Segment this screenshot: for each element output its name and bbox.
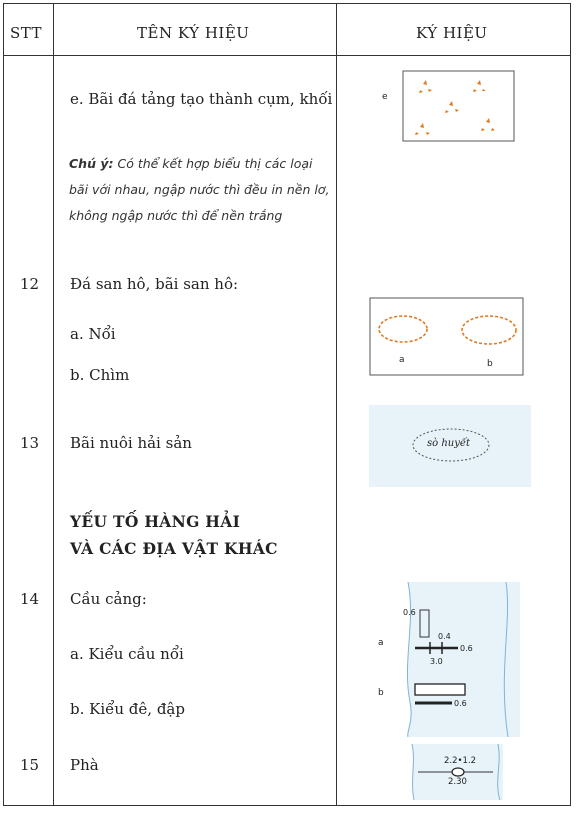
- section-line-1: YẾU TỐ HÀNG HẢI: [70, 512, 241, 531]
- pier-dim-30: 3.0: [430, 657, 443, 666]
- header-stt: STT: [10, 24, 43, 42]
- row-12-label: Đá san hô, bãi san hô:: [70, 275, 239, 293]
- ferry-dimension: 2.2•1.2: [444, 756, 477, 766]
- column-divider: [336, 3, 337, 806]
- header-divider: [3, 55, 571, 56]
- coral-b-letter: b: [487, 359, 493, 369]
- boulder-cluster-icon: [370, 70, 515, 145]
- pier-dim-06: 0.6: [403, 608, 416, 617]
- aquaculture-symbol: [369, 405, 531, 487]
- row-12-b: b. Chìm: [70, 366, 130, 384]
- section-heading: [70, 508, 278, 562]
- note-text: Có thể kết hợp biểu thị các loại bãi với nhau, ngập nước thì đều in nền lơ, không ngập nước thì để nền trắng: [69, 156, 330, 223]
- row-12-number: 12: [20, 275, 40, 293]
- header-name: TÊN KÝ HIỆU: [137, 24, 250, 42]
- coral-a-letter: a: [399, 355, 405, 365]
- row-12-a: a. Nổi: [70, 325, 116, 343]
- section-line-2: VÀ CÁC ĐỊA VẬT KHÁC: [70, 539, 278, 558]
- symbol-e-letter: e: [382, 92, 388, 102]
- note-prefix: Chú ý:: [69, 156, 114, 171]
- boulder-field-symbol: [370, 70, 515, 145]
- ferry-icon: [408, 744, 503, 800]
- header-symbol: KÝ HIỆU: [416, 24, 488, 42]
- row-e-label: e. Bãi đá tảng tạo thành cụm, khối: [70, 90, 333, 108]
- row-13-label: Bãi nuôi hải sản: [70, 434, 192, 452]
- row-14-label: Cầu cảng:: [70, 590, 147, 608]
- row-15-label: Phà: [70, 756, 99, 774]
- coral-icon: [369, 297, 524, 377]
- pier-symbol: [380, 582, 520, 737]
- pier-dim-04: 0.4: [438, 632, 451, 641]
- pier-a-dim-06: 0.6: [460, 644, 473, 653]
- ferry-scale: 2.30: [448, 777, 467, 787]
- column-divider: [53, 3, 54, 806]
- note-block: [69, 151, 334, 229]
- pier-a-letter: a: [378, 638, 384, 648]
- row-15-number: 15: [20, 756, 40, 774]
- aquaculture-label: sò huyết: [427, 438, 471, 449]
- row-14-number: 14: [20, 590, 40, 608]
- row-14-b: b. Kiểu đê, đập: [70, 700, 185, 718]
- row-14-a: a. Kiểu cầu nổi: [70, 645, 184, 663]
- pier-icon: [380, 582, 520, 737]
- pier-b-letter: b: [378, 688, 384, 698]
- ferry-symbol: [408, 744, 503, 800]
- pier-b-dim-06: 0.6: [454, 699, 467, 708]
- coral-reef-symbol: [369, 297, 524, 377]
- row-13-number: 13: [20, 434, 40, 452]
